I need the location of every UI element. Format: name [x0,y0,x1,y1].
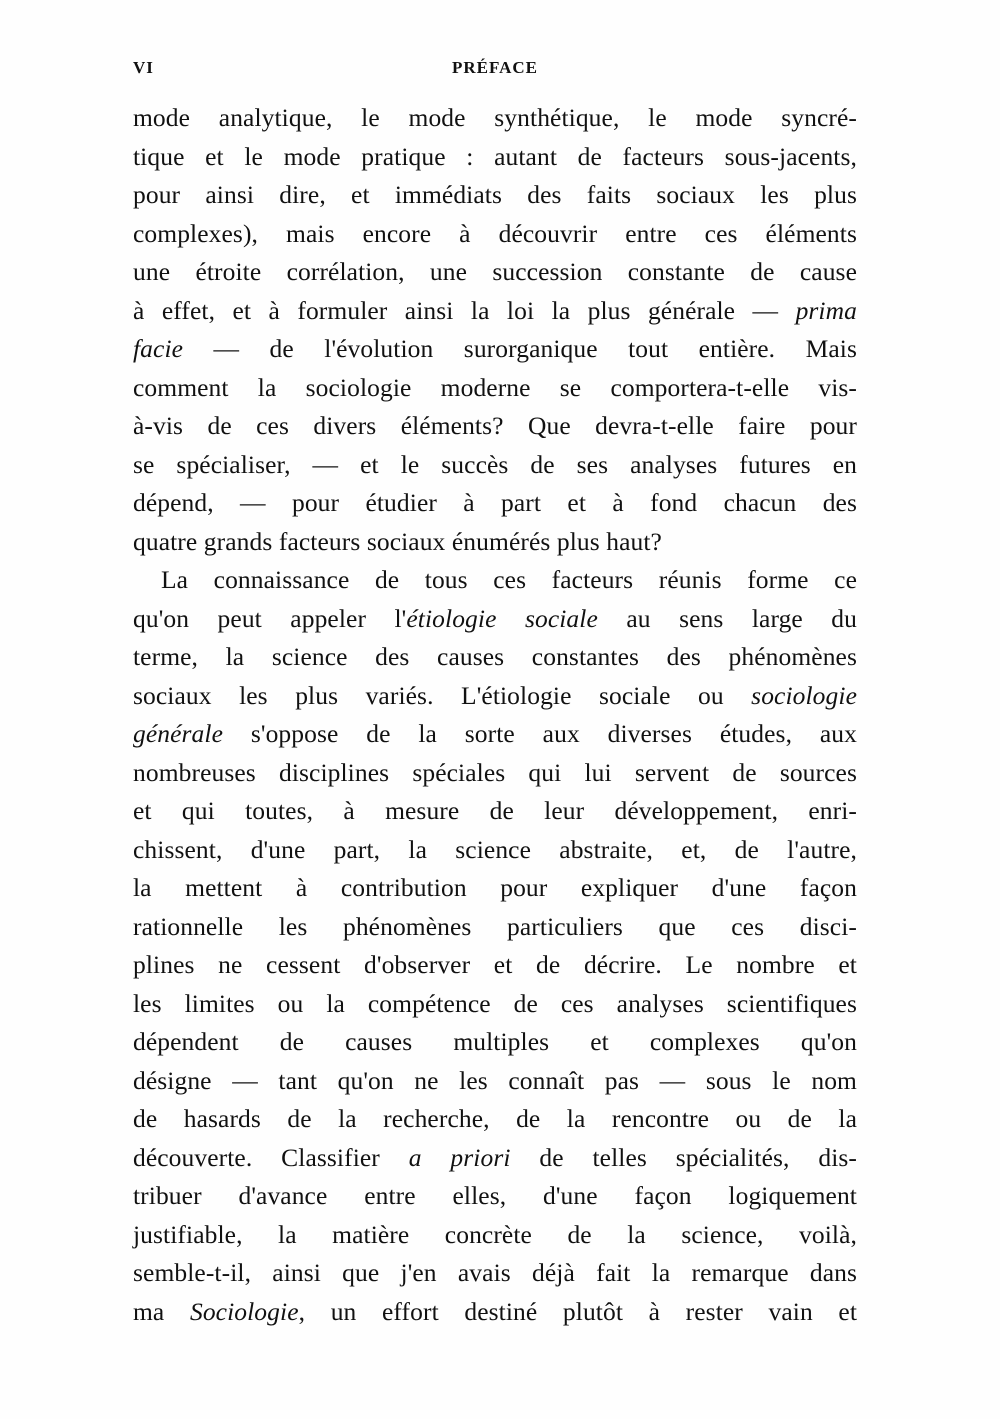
italic-text: a priori [408,1142,511,1172]
text-line [133,1177,857,1216]
text-line [133,985,857,1024]
text-line [133,1023,857,1062]
text-line [133,1216,857,1255]
text-segment: se spécialiser, — et le succès de ses analyses futures en [133,449,857,479]
text-line [133,215,857,254]
text-line [133,754,857,793]
text-line [133,1062,857,1101]
text-segment: qu'on peut appeler l' [133,603,407,633]
text-line [133,523,857,562]
page-header [133,58,857,82]
text-line [133,446,857,485]
text-segment: de telles spécialités, dis- [510,1142,857,1172]
italic-text: générale [133,719,224,748]
text-segment: chissent, d'une part, la science abstraite, et, de l'autre, [133,834,857,864]
text-segment: — de l'évolution surorganique tout entière. Mais [183,334,857,363]
text-segment: tique et le mode pratique : autant de facteurs sous-jacents, [133,141,857,171]
text-line [133,369,857,408]
text-line [133,292,857,331]
text-segment: dépend, — pour étudier à part et à fond chacun des [133,488,857,517]
text-line [133,253,857,292]
text-line [133,792,857,831]
text-line [133,1100,857,1139]
text-segment: les limites ou la compétence de ces analyses scientifiques [133,988,857,1018]
text-segment: à effet, et à formuler ainsi la loi la plus générale — [133,295,796,325]
text-segment: complexes), mais encore à découvrir entre ces éléments [133,218,857,248]
text-line [133,869,857,908]
text-segment: au sens large du [597,603,857,633]
text-segment: pour ainsi dire, et immédiats des faits sociaux les plus [133,180,857,209]
text-segment: semble-t-il, ainsi que j'en avais déjà fait la remarque dans [133,1258,857,1287]
text-segment: justifiable, la matière concrète de la science, voilà, [133,1219,857,1249]
text-segment: s'oppose de la sorte aux diverses études, aux [223,719,857,748]
text-segment: rationnelle les phénomènes particuliers que ces disci- [133,911,857,941]
text-segment: de hasards de la recherche, de la rencontre ou de la [133,1104,857,1133]
text-segment: dépendent de causes multiples et complexes qu'on [133,1027,857,1056]
text-line [133,1254,857,1293]
text-segment: découverte. Classifier [133,1142,409,1172]
text-line [133,484,857,523]
text-line [133,561,857,600]
italic-text: sociologie [751,680,857,710]
text-segment: et qui toutes, à mesure de leur développement, enri- [133,796,857,825]
text-line [133,946,857,985]
text-segment: plines ne cessent d'observer et de décrire. Le nombre et [133,950,857,979]
text-segment: la mettent à contribution pour expliquer d'une façon [133,873,857,902]
text-line [133,138,857,177]
italic-text: prima [795,295,857,325]
text-line [133,1293,857,1332]
text-segment: comment la sociologie moderne se comportera-t-elle vis- [133,372,857,402]
text-line [133,600,857,639]
text-segment: La connaissance de tous ces facteurs réunis forme ce [161,565,857,594]
text-segment: à-vis de ces divers éléments? Que devra-t-elle faire pour [133,411,857,440]
italic-text: facie [133,334,184,363]
body-text [133,99,857,1331]
text-segment: quatre grands facteurs sociaux énumérés plus haut? [133,526,662,556]
text-segment: ma [133,1296,190,1326]
text-segment: une étroite corrélation, une succession constante de cause [133,257,857,286]
text-segment: mode analytique, le mode synthétique, le mode syncré- [133,103,857,132]
text-segment: nombreuses disciplines spéciales qui lui servent de sources [133,757,857,787]
text-line [133,908,857,947]
text-line [133,407,857,446]
text-line [133,638,857,677]
text-line [133,99,857,138]
text-line [133,1139,857,1178]
text-segment: tribuer d'avance entre elles, d'une façon logiquement [133,1181,857,1210]
running-title: PRÉFACE [451,58,538,77]
text-segment: désigne — tant qu'on ne les connaît pas — sous le nom [133,1065,857,1095]
text-segment: sociaux les plus variés. L'étiologie sociale ou [133,680,752,710]
text-line [133,176,857,215]
italic-text: Sociologie [189,1296,299,1326]
text-line [133,715,857,754]
text-line [133,330,857,369]
text-segment: terme, la science des causes constantes des phénomènes [133,642,857,671]
text-line [133,677,857,716]
page-number: VI [133,58,154,77]
text-line [133,831,857,870]
italic-text: étiologie sociale [406,603,598,633]
text-segment: , un effort destiné plutôt à rester vain et [298,1296,858,1326]
